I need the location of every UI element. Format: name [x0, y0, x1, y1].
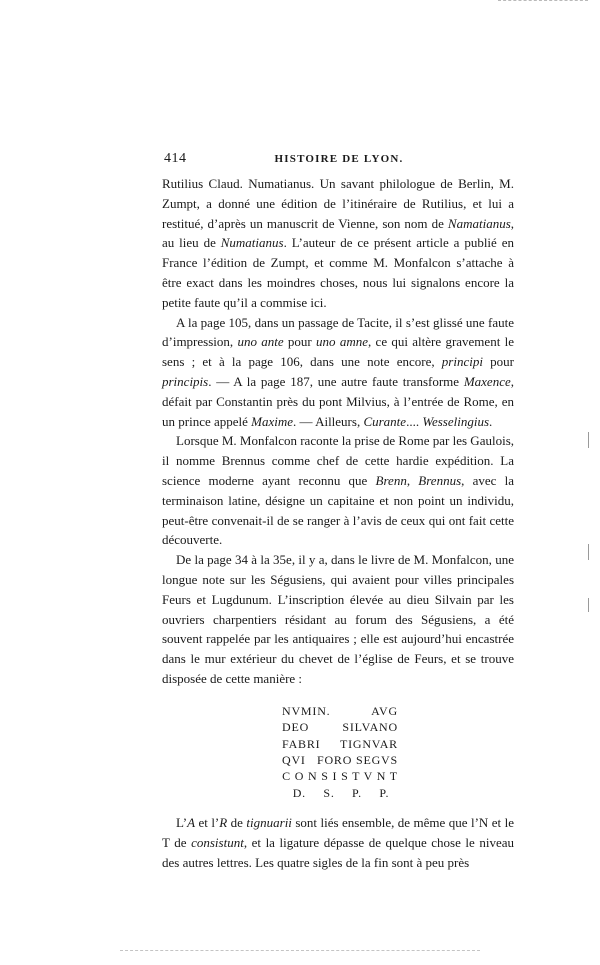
inscription-sigle: S. [323, 785, 335, 800]
inscription-word: FABRI [282, 736, 321, 751]
inscription-word: QVI [282, 752, 306, 767]
italic-term: uno ante [237, 334, 284, 350]
text-run: , et la ligature dépasse de quelque chose le niveau des autres lettres. Les quatre sigles de la fin sont à peu près [162, 834, 515, 870]
italic-term: principi [441, 354, 483, 370]
text-run: , ce qui altère gravement le sens ; et à la page 106, dans une note encore, [162, 334, 514, 370]
inscription-word: FORO SEGVS [316, 752, 398, 767]
margin-mark [588, 598, 589, 612]
text-run: .... [406, 413, 423, 429]
text-run: A la page 105, dans un passage de Tacite, il s’est glissé une faute d’impression, [162, 314, 514, 350]
running-title: HISTOIRE DE LYON. [274, 153, 404, 165]
text-run: , avec la terminaison latine, désigne un capitaine et non point un individu, peut-être convenait-il de se ranger à l’avis de ceux qui ont fait cette découverte. [162, 472, 514, 548]
paragraph-brennus [162, 431, 514, 550]
italic-term: Maxence [463, 373, 511, 389]
text-run: . [489, 413, 493, 429]
inscription-word: C O N S I S T V N T [282, 769, 398, 784]
text-run: pour [482, 354, 514, 370]
scan-edge-mark-bottom [120, 950, 480, 953]
italic-term: Curante [363, 413, 407, 429]
text-run: , défait par Constantin près du pont Milvius, à l’entrée de Rome, en un prince appelé [162, 373, 514, 429]
inscription-word: SILVANO [342, 720, 398, 735]
text-run: pour [283, 334, 317, 350]
scan-edge-mark-top [498, 0, 588, 3]
page-number: 414 [164, 151, 187, 166]
italic-term: R [219, 815, 228, 831]
inscription-line [282, 736, 398, 752]
inscription-word: AVG [371, 703, 398, 718]
running-head [164, 151, 514, 169]
italic-term: Namatianus [447, 215, 511, 231]
text-run: , [406, 472, 419, 488]
text-run: , au lieu de [162, 215, 514, 251]
paragraph-segusiens [162, 550, 514, 689]
text-run: De la page 34 à la 35e, il y a, dans le livre de M. Monfalcon, une longue note sur les Ségusiens, qui avaient pour villes principales Feurs et Lugdunum. L’inscription élevée au dieu Silvain par les ouvriers charpentiers résidant au forum des Ségusiens, a été souvent rappelée par les antiquaires ; elle est aujourd’hui encastrée dans le mur extérieur du chevet de l’église de Feurs, et se trouve disposée de cette manière : [162, 552, 514, 686]
inscription-line [282, 752, 398, 768]
inscription-word: NVMIN. [282, 703, 331, 718]
italic-term: principis [162, 373, 209, 389]
italic-term: A [187, 815, 196, 831]
text-run: Rutilius Claud. Numatianus. Un savant philologue de Berlin, M. Zumpt, a donné une édition de l’itinéraire de Rutilius, et lui a restitué, d’après un manuscrit de Vienne, son nom de [162, 176, 514, 231]
text-run: et l’ [195, 815, 220, 831]
italic-term: Maxime [251, 413, 294, 429]
text-run: Lorsque M. Monfalcon raconte la prise de Rome par les Gaulois, il nomme Brennus comme chef de cette hardie expédition. La science moderne ayant reconnu que [162, 433, 514, 488]
inscription-word: DEO [282, 720, 310, 735]
text-run: L’ [176, 815, 188, 831]
inscription-line [282, 719, 398, 735]
italic-term: tignuarii [246, 815, 292, 831]
italic-term: Brenn [375, 472, 407, 488]
inscription-line [282, 768, 398, 784]
margin-mark [588, 432, 589, 448]
italic-term: Brennus [418, 472, 462, 488]
inscription-sigle: D. [292, 785, 306, 800]
inscription-sigle: P. [379, 785, 390, 800]
italic-term: consistunt [191, 834, 244, 850]
text-run: . L’auteur de ce présent article a publié en France l’édition de Zumpt, et comme M. Monfalcon s’attache à être exact dans les moindres choses, nous lui signalons encore la petite faute qu’il a commise ici. [162, 235, 514, 310]
text-run: . — A la page 187, une autre faute transforme [208, 373, 464, 389]
text-run: sont liés ensemble, de même que l’N et le T de [162, 815, 514, 850]
margin-mark [588, 544, 589, 560]
text-run: . — Ailleurs, [293, 413, 364, 429]
italic-term: Wesselingius [422, 413, 490, 429]
inscription-line [282, 703, 398, 719]
latin-inscription [282, 703, 398, 801]
inscription-sigle: P. [352, 785, 362, 800]
inscription-line [282, 785, 398, 801]
paragraph-errata [162, 313, 514, 432]
text-run: de [227, 815, 247, 831]
inscription-word: TIGNVAR [339, 736, 398, 751]
body-text [162, 174, 514, 873]
paragraph-ligature [162, 813, 514, 872]
italic-term: Numatianus [220, 235, 284, 251]
italic-term: uno amne [316, 334, 368, 350]
paragraph-rutilius [162, 174, 514, 313]
